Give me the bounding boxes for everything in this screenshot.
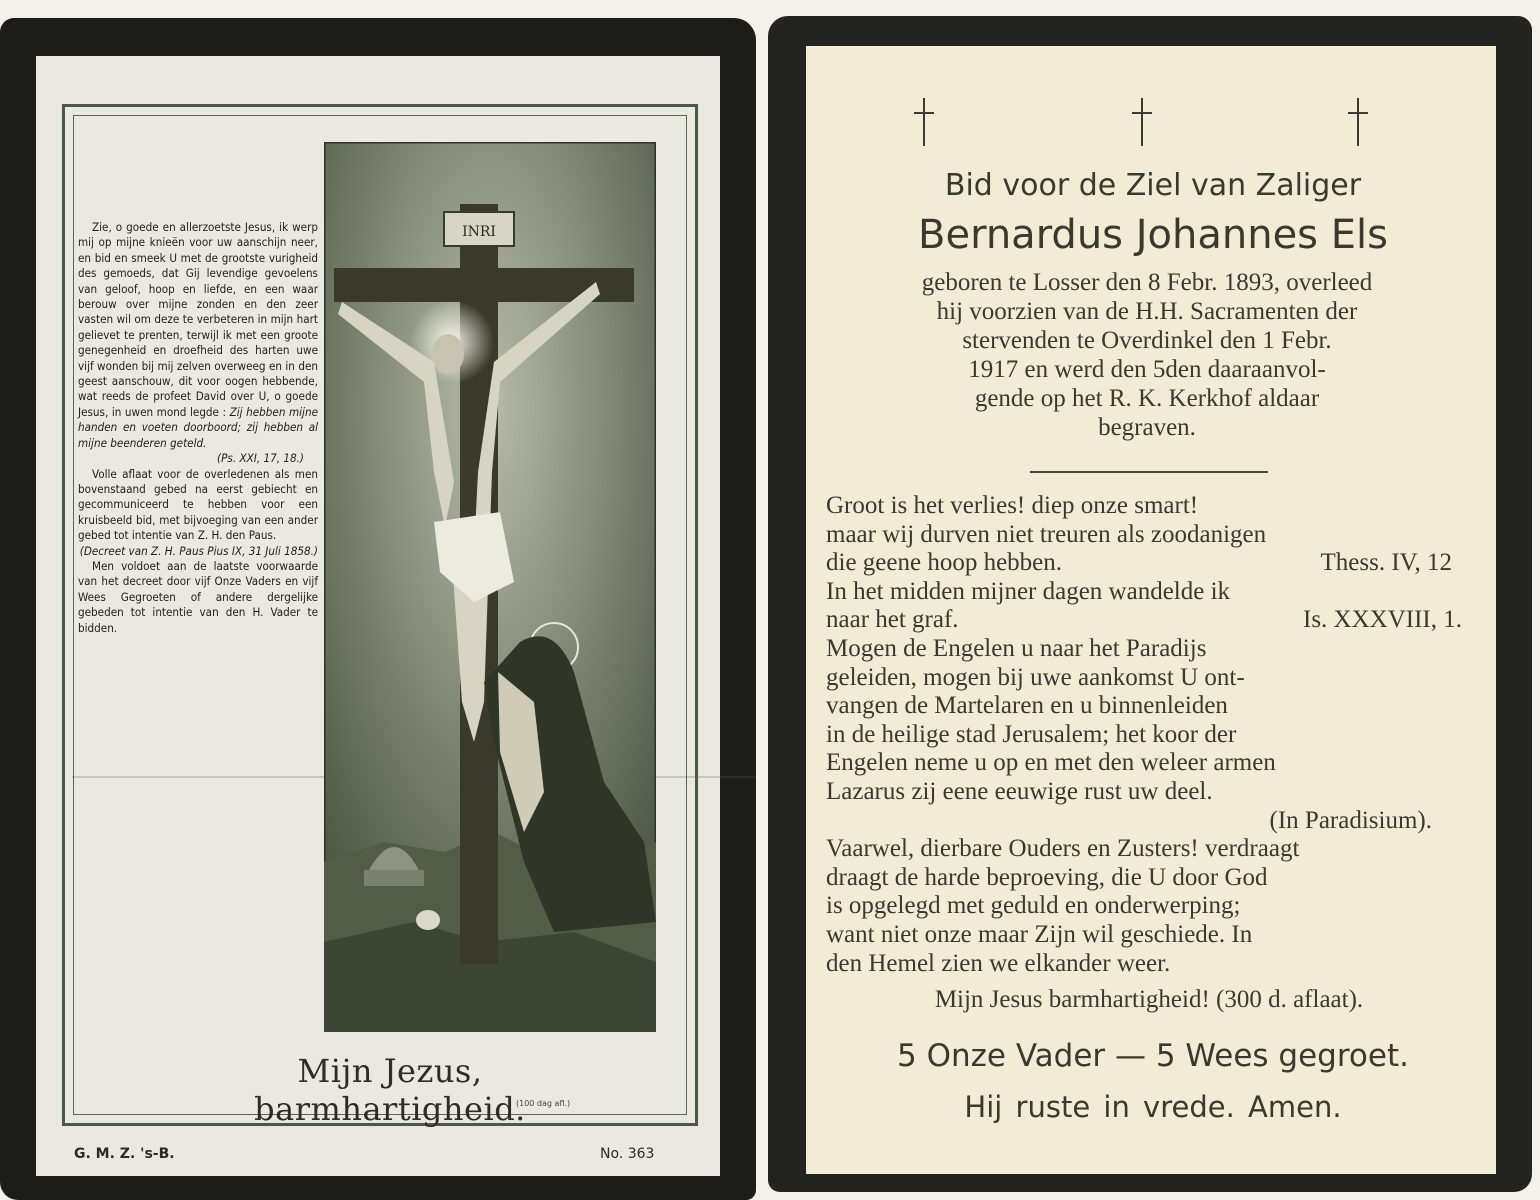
prayer-count: 5 Onze Vader — 5 Wees gegroet. bbox=[897, 1038, 1409, 1074]
verse-line: is opgelegd met geduld en onderwerping; bbox=[826, 892, 1241, 920]
indulgence-paragraph: Volle aflaat voor de overledenen als men bovenstaand gebed na eerst gebiecht en gecommuniceerd te hebben voor een kruisbeeld bid, met bijvoeging van een ander gebed tot intentie van Z. H. den Paus. bbox=[78, 466, 318, 543]
motto: Mijn Jezus, barmhartigheid. bbox=[254, 1052, 526, 1128]
printer-mark: G. M. Z. 's-B. bbox=[74, 1146, 175, 1162]
verse-line: draagt de harde beproeving, die U door God bbox=[826, 863, 1268, 891]
crucifixion-image bbox=[324, 142, 656, 1032]
prayer-text bbox=[78, 220, 318, 636]
verse-block bbox=[826, 492, 1472, 1015]
bio-line: 1917 en werd den 5den daaraanvol- bbox=[968, 356, 1326, 383]
deceased-name: Bernardus Johannes Els bbox=[918, 212, 1388, 258]
crucifixion-illustration bbox=[324, 142, 656, 1032]
condition-paragraph: Men voldoet aan de laatste voorwaarde van het decreet door vijf Onze Vaders en vijf Wees Gegroeten of andere dergelijke gebeden tot intentie van den H. Vader te bidden. bbox=[78, 558, 318, 635]
cross-icon bbox=[912, 98, 936, 148]
prayer-citation: (Ps. XXI, 17, 18.) bbox=[217, 451, 304, 466]
prayer-card-front bbox=[0, 18, 756, 1200]
verse-line: Mogen de Engelen u naar het Paradijs bbox=[826, 634, 1207, 662]
cross-icon bbox=[1130, 98, 1154, 148]
divider bbox=[1030, 471, 1268, 473]
card-number: No. 363 bbox=[600, 1146, 655, 1162]
verse-line: Lazarus zij eene eeuwige rust uw deel. bbox=[826, 777, 1213, 805]
prayer-paragraph: Zie, o goede en allerzoetste Jesus, ik werp mij op mijne knieën voor uw aanschijn neer, en bid en smeek U met de grootste vurigheid des gemoeds, dat Gij levendige gevoelens van geloof, hoop en liefde, en een waar berouw over mijne zonden en den zeer vasten wil om deze te verbeteren in mijn hart gelievet te prenten, terwijl ik met een groote genegenheid en droefheid des harten uwe vijf wonden bij mij zelven overweeg en in den geest aanschouw, dit voor oogen hebbende, wat reeds de profeet David over U, o goede Jesus, in uwen mond legde : Zij hebben mijne handen en voeten doorboord; zij hebben al mijne beenderen geteld. bbox=[78, 220, 318, 450]
verse-line: die geene hoop hebben. Thess. IV, 12 bbox=[826, 549, 1452, 577]
verse-line: (In Paradisium). bbox=[1269, 806, 1432, 834]
verse-line: in de heilige stad Jerusalem; het koor der bbox=[826, 720, 1237, 748]
heading: Bid voor de Ziel van Zaliger bbox=[944, 168, 1362, 203]
bio-line: stervenden te Overdinkel den 1 Febr. bbox=[962, 327, 1332, 354]
verse-line: want niet onze maar Zijn wil geschiede. In bbox=[826, 920, 1253, 948]
verse-line: Mijn Jesus barmhartigheid! (300 d. aflaat). bbox=[934, 986, 1364, 1014]
decree-citation: (Decreet van Z. H. Paus Pius IX, 31 Juli 1858.) bbox=[79, 543, 318, 558]
biography bbox=[826, 268, 1468, 442]
prayer-card-back bbox=[768, 16, 1532, 1192]
bio-line: hij voorzien van de H.H. Sacramenten der bbox=[936, 298, 1358, 325]
cross-icon bbox=[1346, 98, 1370, 148]
verse-line: Groot is het verlies! diep onze smart! bbox=[826, 492, 1199, 519]
verse-line: In het midden mijner dagen wandelde ik bbox=[826, 577, 1231, 605]
verse-line: vangen de Martelaren en u binnenleiden bbox=[826, 692, 1228, 720]
bio-line: gende op het R. K. Kerkhof aldaar bbox=[974, 385, 1320, 412]
inri-sign: INRI bbox=[462, 224, 496, 240]
bio-line: geboren te Losser den 8 Febr. 1893, overleed bbox=[921, 269, 1373, 296]
closing-line: Hij ruste in vrede. Amen. bbox=[964, 1090, 1342, 1124]
verse-line: Vaarwel, dierbare Ouders en Zusters! verdraagt bbox=[826, 835, 1300, 863]
verse-line: naar het graf. Is. XXXVIII, 1. bbox=[826, 606, 1462, 634]
verse-line: Engelen neme u op en met den weleer armen bbox=[826, 749, 1276, 777]
crosses-row bbox=[912, 98, 1372, 150]
verse-line: den Hemel zien we elkander weer. bbox=[826, 949, 1171, 977]
verse-line: maar wij durven niet treuren als zoodanigen bbox=[826, 520, 1267, 548]
verse-line: geleiden, mogen bij uwe aankomst U ont- bbox=[826, 663, 1245, 691]
indulgence-note: (100 dag afl.) bbox=[516, 1099, 571, 1108]
bio-line: begraven. bbox=[1098, 414, 1196, 441]
